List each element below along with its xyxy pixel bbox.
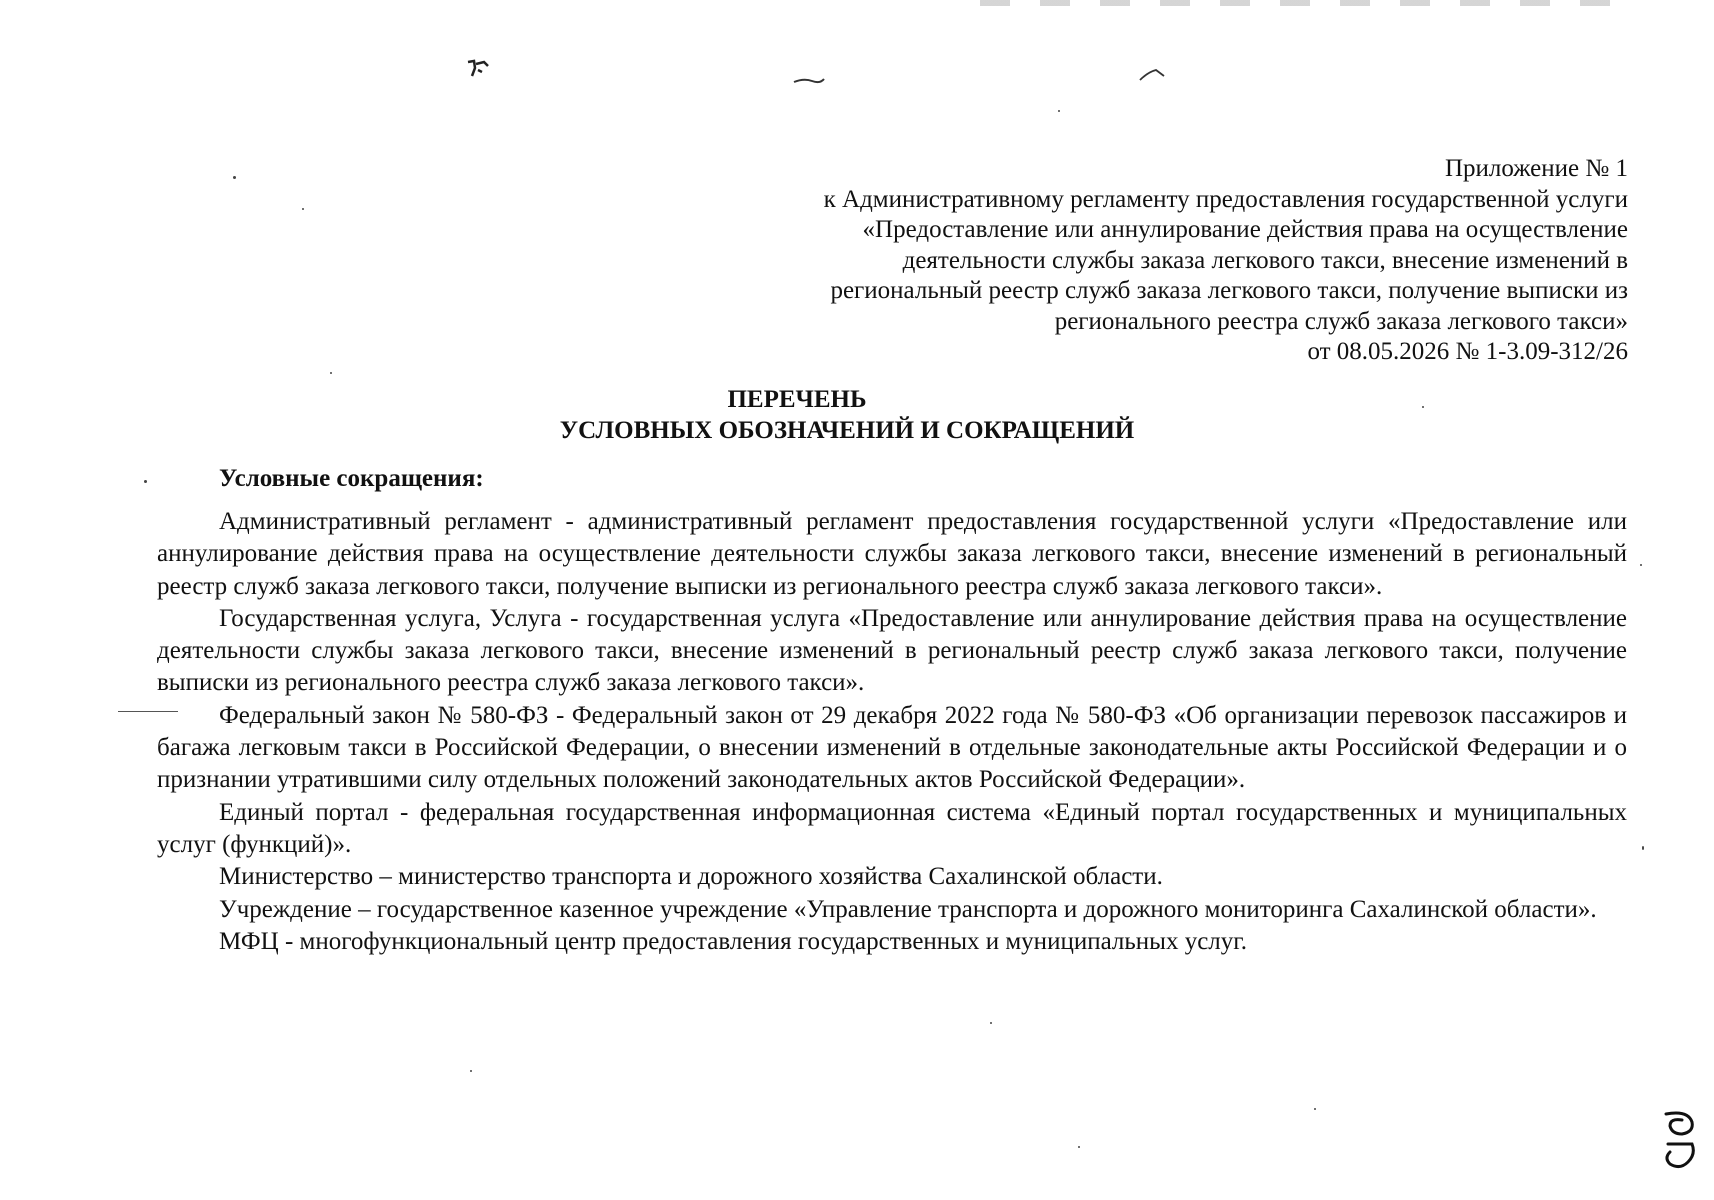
scan-speck [1314,1108,1316,1110]
abbreviations-list [157,506,1627,958]
scan-artifact-top [980,0,1630,6]
scan-speck [1642,846,1644,850]
abbreviation-paragraph: Федеральный закон № 580-ФЗ - Федеральный закон от 29 декабря 2022 года № 580-ФЗ «Об организации перевозок пассажиров и багажа легковым такси в Российской Федерации, о внесении изменений в отдельные законодательные акты Российской Федерации и о признании утратившими силу отдельных положений законодательных актов Российской Федерации». [157,701,1627,794]
scan-speck [302,208,304,210]
handwritten-page-number [1658,1108,1702,1178]
scan-speck [1078,1146,1080,1148]
appendix-line: региональный реестр служб заказа легкового такси, получение выписки из [830,277,1628,304]
abbreviation-paragraph: Министерство – министерство транспорта и дорожного хозяйства Сахалинской области. [219,863,1163,891]
appendix-line: к Административному регламенту предоставления государственной услуги [823,185,1628,213]
appendix-line: регионального реестра служб заказа легкового такси» [1054,307,1628,335]
title-line-1: ПЕРЕЧЕНЬ [727,386,867,413]
appendix-line: деятельности службы заказа легкового такси, внесение изменений в [902,246,1628,274]
scan-speck [1640,564,1642,566]
scan-smudge [466,58,494,80]
title-line-2: УСЛОВНЫХ ОБОЗНАЧЕНИЙ И СОКРАЩЕНИЙ [559,417,1135,444]
scan-speck [233,176,236,179]
scan-speck [1058,110,1060,112]
scan-speck [330,372,332,374]
abbreviation-paragraph: Единый портал - федеральная государственная информационная система «Единый портал государственных и муниципальных услуг (функций)». [157,798,1627,858]
appendix-date-number: от 08.05.2026 № 1-3.09-312/26 [1307,338,1628,365]
section-subheading: Условные сокращения: [219,465,484,492]
abbreviation-paragraph: Учреждение – государственное казенное учреждение «Управление транспорта и дорожного мониторинга Сахалинской области». [219,895,1597,923]
scan-speck [470,1070,472,1072]
abbreviation-paragraph: Административный регламент - административный регламент предоставления государственной услуги «Предоставление или аннулирование действия права на осуществление деятельности службы заказа легкового такси, внесение изменений в региональный реестр служб заказа легкового такси, получение выписки из регионального реестра служб заказа легкового такси». [157,508,1627,600]
scan-smudge [1138,66,1168,84]
abbreviation-paragraph: Государственная услуга, Услуга - государственная услуга «Предоставление или аннулирование действия права на осуществление деятельности службы заказа легкового такси, внесение изменений в региональный реестр служб заказа легкового такси, получение выписки из регионального реестра служб заказа легкового такси». [157,604,1627,697]
scan-smudge [792,74,826,86]
appendix-line: Приложение № 1 [1444,155,1628,182]
scan-speck [990,1022,992,1024]
appendix-header [648,154,1628,368]
abbreviation-paragraph: МФЦ - многофункциональный центр предоставления государственных и муниципальных услуг. [219,927,1247,955]
document-title [0,384,1714,446]
scan-speck [144,480,147,483]
appendix-line: «Предоставление или аннулирование действия права на осуществление [862,216,1628,243]
